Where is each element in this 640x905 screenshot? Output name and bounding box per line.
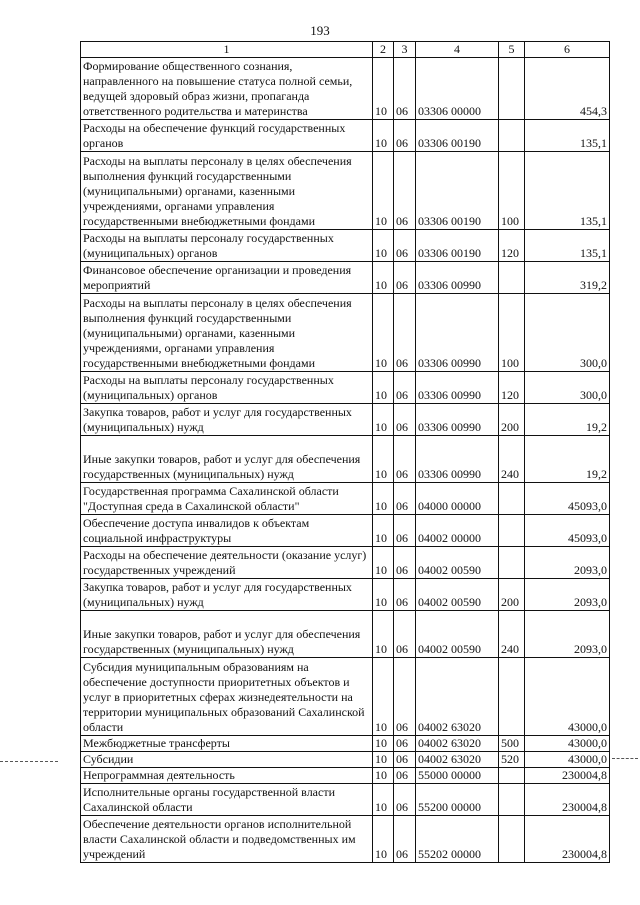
- row-name: Иные закупки товаров, работ и услуг для обеспечения государственных (муниципальных) нужд: [81, 436, 373, 483]
- row-name: Субсидия муниципальным образованиям на обеспечение доступности приоритетных объектов и услуг в приоритетных сферах жизнедеятельности на территории муниципальных образований Сахалинской области: [81, 658, 373, 736]
- row-section: 10: [373, 262, 394, 294]
- table-row: [81, 404, 610, 436]
- row-subsection: 06: [394, 58, 416, 120]
- row-expense-type: 100: [499, 294, 525, 372]
- row-subsection: 06: [394, 784, 416, 816]
- row-subsection: 06: [394, 611, 416, 658]
- row-expense-type: [499, 547, 525, 579]
- row-amount: 43000,0: [525, 752, 610, 768]
- row-name: Расходы на выплаты персоналу в целях обеспечения выполнения функций государственными (муниципальными) органами, казенными учреждениями, органами управления государственными внебюджетными фондами: [81, 294, 373, 372]
- column-header-subsection: 3: [394, 42, 416, 58]
- row-subsection: 06: [394, 262, 416, 294]
- table-row: [81, 579, 610, 611]
- row-expense-type: [499, 658, 525, 736]
- margin-mark-right: [612, 758, 638, 759]
- row-subsection: 06: [394, 436, 416, 483]
- row-expense-type: [499, 515, 525, 547]
- row-amount: 454,3: [525, 58, 610, 120]
- table-row: [81, 752, 610, 768]
- row-expense-type: 200: [499, 404, 525, 436]
- row-amount: 43000,0: [525, 736, 610, 752]
- table-row: [81, 768, 610, 784]
- row-target-article: 04000 00000: [416, 483, 499, 515]
- row-amount: 2093,0: [525, 611, 610, 658]
- row-name: Межбюджетные трансферты: [81, 736, 373, 752]
- row-expense-type: 500: [499, 736, 525, 752]
- row-name: Расходы на выплаты персоналу государственных (муниципальных) органов: [81, 230, 373, 262]
- row-amount: 230004,8: [525, 784, 610, 816]
- column-header-amount: 6: [525, 42, 610, 58]
- row-amount: 319,2: [525, 262, 610, 294]
- table-row: [81, 262, 610, 294]
- row-expense-type: 120: [499, 372, 525, 404]
- row-name: Расходы на выплаты персоналу государственных (муниципальных) органов: [81, 372, 373, 404]
- row-expense-type: [499, 58, 525, 120]
- row-subsection: 06: [394, 547, 416, 579]
- table-row: [81, 120, 610, 152]
- row-target-article: 03306 00990: [416, 436, 499, 483]
- row-expense-type: [499, 768, 525, 784]
- row-expense-type: [499, 784, 525, 816]
- row-target-article: 04002 00000: [416, 515, 499, 547]
- row-subsection: 06: [394, 515, 416, 547]
- row-subsection: 06: [394, 736, 416, 752]
- table-row: [81, 515, 610, 547]
- row-target-article: 04002 63020: [416, 736, 499, 752]
- row-section: 10: [373, 294, 394, 372]
- row-amount: 19,2: [525, 436, 610, 483]
- row-section: 10: [373, 515, 394, 547]
- row-name: Закупка товаров, работ и услуг для государственных (муниципальных) нужд: [81, 579, 373, 611]
- column-header-expense-type: 5: [499, 42, 525, 58]
- column-header-target-article: 4: [416, 42, 499, 58]
- row-target-article: 04002 00590: [416, 611, 499, 658]
- row-amount: 45093,0: [525, 483, 610, 515]
- row-subsection: 06: [394, 372, 416, 404]
- row-target-article: 55000 00000: [416, 768, 499, 784]
- row-target-article: 03306 00990: [416, 404, 499, 436]
- budget-table: [80, 41, 610, 863]
- row-expense-type: [499, 816, 525, 863]
- row-target-article: 03306 00990: [416, 262, 499, 294]
- row-subsection: 06: [394, 752, 416, 768]
- row-target-article: 55202 00000: [416, 816, 499, 863]
- table-row: [81, 152, 610, 230]
- row-section: 10: [373, 58, 394, 120]
- row-target-article: 03306 00990: [416, 294, 499, 372]
- row-amount: 230004,8: [525, 768, 610, 784]
- row-target-article: 04002 00590: [416, 547, 499, 579]
- table-row: [81, 483, 610, 515]
- row-name: Расходы на выплаты персоналу в целях обеспечения выполнения функций государственными (муниципальными) органами, казенными учреждениями, органами управления государственными внебюджетными фондами: [81, 152, 373, 230]
- row-target-article: 04002 63020: [416, 658, 499, 736]
- row-target-article: 03306 00990: [416, 372, 499, 404]
- row-name: Формирование общественного сознания, направленного на повышение статуса полной семьи, ведущей здоровый образ жизни, пропаганда ответственного родительства и материнства: [81, 58, 373, 120]
- table-row: [81, 658, 610, 736]
- row-subsection: 06: [394, 404, 416, 436]
- row-target-article: 04002 63020: [416, 752, 499, 768]
- row-subsection: 06: [394, 230, 416, 262]
- row-target-article: 03306 00190: [416, 230, 499, 262]
- row-name: Иные закупки товаров, работ и услуг для обеспечения государственных (муниципальных) нужд: [81, 611, 373, 658]
- table-row: [81, 294, 610, 372]
- row-name: Непрограммная деятельность: [81, 768, 373, 784]
- row-subsection: 06: [394, 294, 416, 372]
- row-amount: 2093,0: [525, 579, 610, 611]
- row-name: Обеспечение деятельности органов исполнительной власти Сахалинской области и подведомственных им учреждений: [81, 816, 373, 863]
- row-target-article: 03306 00000: [416, 58, 499, 120]
- row-expense-type: [499, 120, 525, 152]
- page-number: 193: [310, 23, 330, 38]
- row-name: Государственная программа Сахалинской области "Доступная среда в Сахалинской области": [81, 483, 373, 515]
- row-expense-type: 100: [499, 152, 525, 230]
- row-expense-type: 520: [499, 752, 525, 768]
- row-expense-type: 200: [499, 579, 525, 611]
- row-subsection: 06: [394, 768, 416, 784]
- row-amount: 19,2: [525, 404, 610, 436]
- row-subsection: 06: [394, 579, 416, 611]
- row-section: 10: [373, 658, 394, 736]
- row-section: 10: [373, 547, 394, 579]
- row-amount: 135,1: [525, 120, 610, 152]
- table-row: [81, 736, 610, 752]
- table-row: [81, 611, 610, 658]
- table-row: [81, 547, 610, 579]
- row-section: 10: [373, 768, 394, 784]
- header-row: [81, 42, 610, 58]
- table-row: [81, 816, 610, 863]
- table-row: [81, 436, 610, 483]
- row-subsection: 06: [394, 120, 416, 152]
- row-target-article: 55200 00000: [416, 784, 499, 816]
- row-section: 10: [373, 752, 394, 768]
- row-expense-type: [499, 483, 525, 515]
- margin-mark-left: [0, 761, 58, 762]
- row-expense-type: [499, 262, 525, 294]
- row-amount: 300,0: [525, 372, 610, 404]
- row-section: 10: [373, 579, 394, 611]
- row-amount: 43000,0: [525, 658, 610, 736]
- row-amount: 135,1: [525, 152, 610, 230]
- row-section: 10: [373, 404, 394, 436]
- column-header-name: 1: [81, 42, 373, 58]
- row-section: 10: [373, 372, 394, 404]
- table-row: [81, 58, 610, 120]
- row-name: Закупка товаров, работ и услуг для государственных (муниципальных) нужд: [81, 404, 373, 436]
- row-target-article: 03306 00190: [416, 120, 499, 152]
- row-subsection: 06: [394, 483, 416, 515]
- row-name: Обеспечение доступа инвалидов к объектам социальной инфраструктуры: [81, 515, 373, 547]
- row-section: 10: [373, 120, 394, 152]
- row-amount: 45093,0: [525, 515, 610, 547]
- row-expense-type: 240: [499, 436, 525, 483]
- row-section: 10: [373, 230, 394, 262]
- row-subsection: 06: [394, 658, 416, 736]
- table-row: [81, 230, 610, 262]
- table-row: [81, 372, 610, 404]
- row-amount: 2093,0: [525, 547, 610, 579]
- row-section: 10: [373, 611, 394, 658]
- row-name: Расходы на обеспечение функций государственных органов: [81, 120, 373, 152]
- table-body: [81, 58, 610, 863]
- row-section: 10: [373, 436, 394, 483]
- column-header-section: 2: [373, 42, 394, 58]
- row-amount: 300,0: [525, 294, 610, 372]
- row-section: 10: [373, 483, 394, 515]
- row-name: Финансовое обеспечение организации и проведения мероприятий: [81, 262, 373, 294]
- row-section: 10: [373, 784, 394, 816]
- row-amount: 230004,8: [525, 816, 610, 863]
- row-target-article: 03306 00190: [416, 152, 499, 230]
- row-section: 10: [373, 152, 394, 230]
- row-amount: 135,1: [525, 230, 610, 262]
- row-section: 10: [373, 816, 394, 863]
- row-subsection: 06: [394, 152, 416, 230]
- row-name: Субсидии: [81, 752, 373, 768]
- row-name: Исполнительные органы государственной власти Сахалинской области: [81, 784, 373, 816]
- row-name: Расходы на обеспечение деятельности (оказание услуг) государственных учреждений: [81, 547, 373, 579]
- row-subsection: 06: [394, 816, 416, 863]
- row-section: 10: [373, 736, 394, 752]
- row-target-article: 04002 00590: [416, 579, 499, 611]
- row-expense-type: 240: [499, 611, 525, 658]
- table-row: [81, 784, 610, 816]
- row-expense-type: 120: [499, 230, 525, 262]
